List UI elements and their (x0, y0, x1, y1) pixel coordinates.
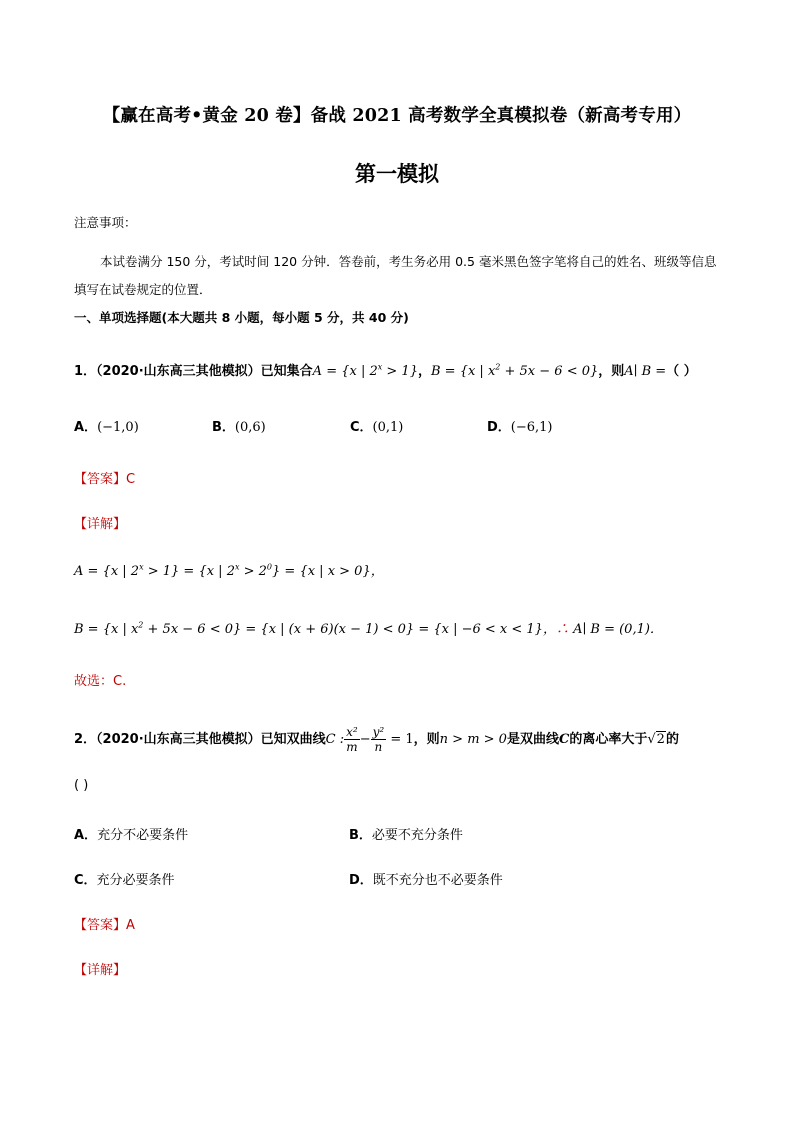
q1-prefix: 1．（2020·山东高三其他模拟）已知集合 (74, 364, 313, 379)
question-1-stem (74, 360, 697, 379)
q1-ask-expr: A∣ B = (624, 364, 667, 379)
q2-answer-value: A (126, 918, 135, 933)
q2-fraction-x: $\frac{\text{x²}}{m}$ (346, 725, 358, 754)
q1-set-b: B = {x | $x^2 + 5x - 6 < 0$} (430, 362, 599, 379)
sqrt-icon: √2 (647, 732, 665, 747)
therefore-symbol: ∴ (555, 622, 569, 637)
q2-answer (74, 914, 135, 933)
q1-answer-label: 【答案】 (74, 472, 127, 487)
q1-detail-label: 【详解】 (74, 517, 127, 532)
notes-body: 本试卷满分 150 分，考试时间 120 分钟．答卷前，考生务必用 0.5 毫米黑色签字笔将自己的姓名、班级等信息填写在试卷规定的位置． (74, 254, 717, 297)
q2-c-variable: C (558, 732, 570, 747)
question-2-stem (74, 722, 679, 758)
q1-option-a[interactable]: A．(−1,0) (74, 420, 139, 435)
q2-blank: ( ) (74, 778, 89, 793)
q1-option-c[interactable]: C．(0,1) (350, 420, 404, 435)
q2-fraction-y: $\frac{\text{y²}}{n}$ (372, 725, 385, 754)
q1-option-d[interactable]: D．(−6,1) (487, 420, 553, 435)
q2-minus: − (359, 732, 371, 747)
q2-prefix: 2．（2020·山东高三其他模拟）已知双曲线 (74, 732, 326, 747)
q2-detail-label: 【详解】 (74, 963, 127, 978)
q1-answer-value: C (126, 472, 136, 487)
q2-option-c[interactable]: C．充分必要条件 (74, 873, 175, 888)
document-title: 【赢在高考•黄金 20 卷】备战 2021 高考数学全真模拟卷（新高考专用） (102, 106, 692, 126)
q1-answer (74, 468, 135, 487)
q2-end: 的 (665, 732, 679, 747)
q1-detail-line-1: A = {x | $2^x > 1\} = \{x$ | $2^x > 2^0\} = \{x$ | x > 0}， (74, 562, 384, 579)
q1-blank: （ ） (666, 364, 697, 379)
q2-condition: n > m > 0 (439, 732, 507, 747)
q2-answer-label: 【答案】 (74, 918, 127, 933)
q1-separator: ， (417, 364, 431, 379)
q2-option-d[interactable]: D．既不充分也不必要条件 (349, 873, 503, 888)
notes-label: 注意事项： (74, 215, 137, 230)
q1-detail-line-2: B = {x | $x^2 + 5x - 6 < 0\} = \{x$ | (x + 6)(x − 1) < 0} = {x | −6 < x < 1}，∴ A∣ B = (0,1)． (74, 620, 663, 637)
q2-option-a[interactable]: A．充分不必要条件 (74, 828, 189, 843)
q2-curve: C : (325, 732, 345, 747)
q2-equals: = 1 (386, 732, 414, 747)
q1-option-b[interactable]: B．(0,6) (212, 420, 266, 435)
q2-mid3: 的离心率大于 (569, 732, 648, 747)
q1-set-a: A = {x | $2^x > 1$} (312, 362, 418, 379)
q2-mid2: 是双曲线 (506, 732, 559, 747)
q2-mid: ，则 (413, 732, 440, 747)
section-heading: 一、单项选择题(本大题共 8 小题，每小题 5 分，共 40 分) (74, 310, 409, 325)
q1-ask: ，则 (598, 364, 625, 379)
document-subtitle: 第一模拟 (355, 161, 439, 186)
q2-option-b[interactable]: B．必要不充分条件 (349, 828, 463, 843)
q1-conclusion: 故选：C. (74, 674, 127, 689)
